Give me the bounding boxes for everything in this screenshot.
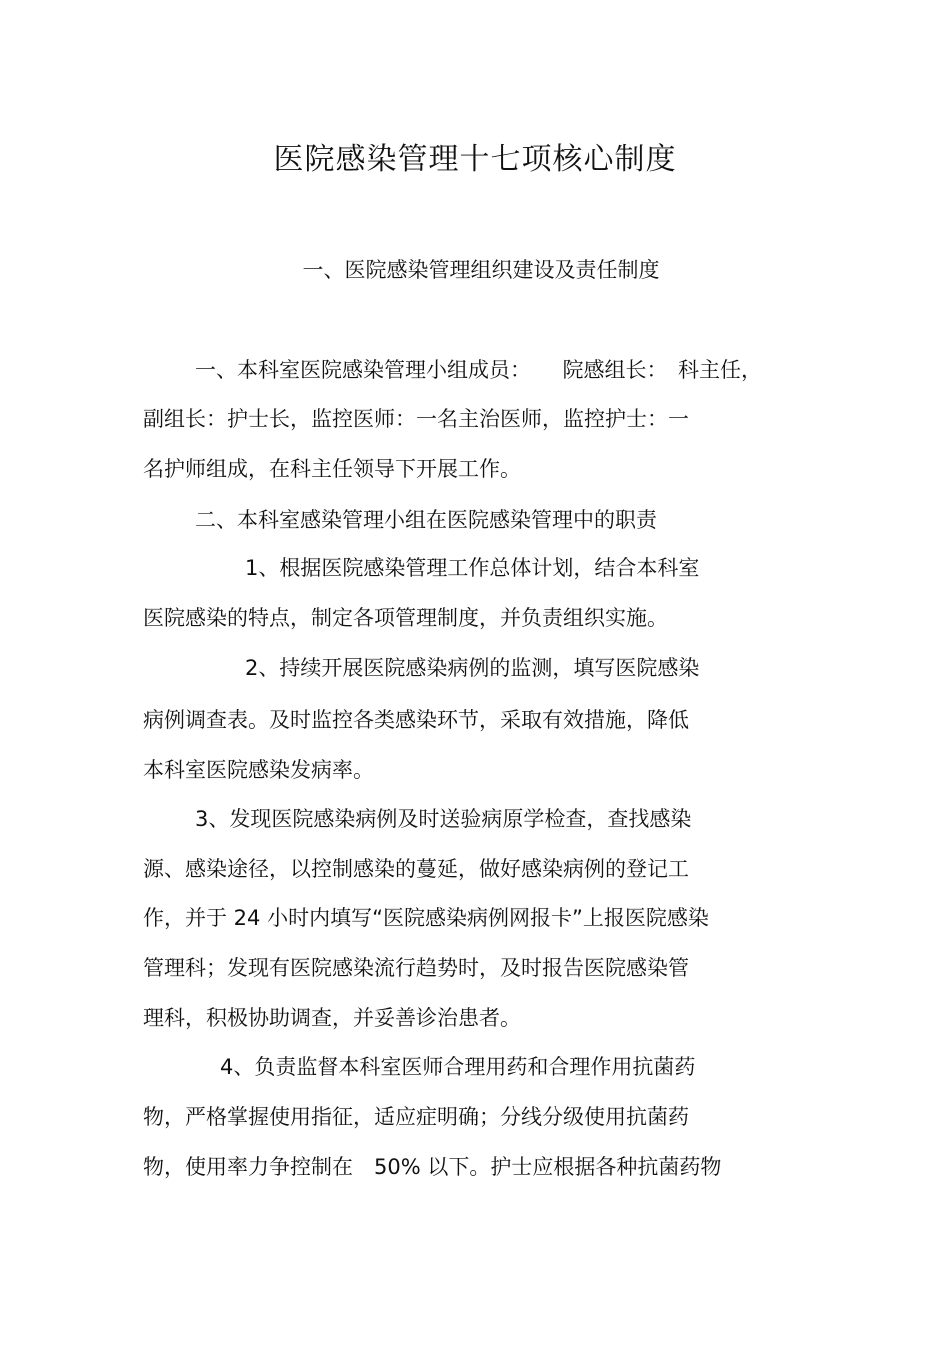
paragraph-line: 1、根据医院感染管理工作总体计划，结合本科室 [245,556,700,580]
paragraph-line: 2、持续开展医院感染病例的监测，填写医院感染 [245,656,700,680]
paragraph-line: 作，并于 24 小时内填写“医院感染病例网报卡”上报医院感染 [143,906,709,930]
paragraph-line: 3、发现医院感染病例及时送验病原学检查，查找感染 [195,807,692,831]
paragraph-line: 源、感染途径，以控制感染的蔓延，做好感染病例的登记工 [143,857,689,881]
paragraph-line: 一、本科室医院感染管理小组成员： 院感组长： 科主任， [195,358,762,382]
paragraph-line: 二、本科室感染管理小组在医院感染管理中的职责 [195,508,657,532]
paragraph-line: 4、负责监督本科室医师合理用药和合理作用抗菌药 [220,1055,696,1079]
paragraph-line: 物，使用率力争控制在 50% 以下。护士应根据各种抗菌药物 [143,1155,722,1179]
document-title: 医院感染管理十七项核心制度 [273,142,677,177]
paragraph-line: 副组长：护士长，监控医师：一名主治医师，监控护士：一 [143,407,689,431]
section-title: 一、医院感染管理组织建设及责任制度 [302,258,660,282]
paragraph-line: 医院感染的特点，制定各项管理制度，并负责组织实施。 [143,606,668,630]
paragraph-line: 名护师组成，在科主任领导下开展工作。 [143,457,521,481]
paragraph-line: 病例调查表。及时监控各类感染环节，采取有效措施，降低 [143,708,689,732]
paragraph-line: 物，严格掌握使用指征，适应症明确；分线分级使用抗菌药 [143,1105,689,1129]
paragraph-line: 管理科；发现有医院感染流行趋势时，及时报告医院感染管 [143,956,689,980]
paragraph-line: 理科，积极协助调查，并妥善诊治患者。 [143,1006,521,1030]
paragraph-line: 本科室医院感染发病率。 [143,758,374,782]
